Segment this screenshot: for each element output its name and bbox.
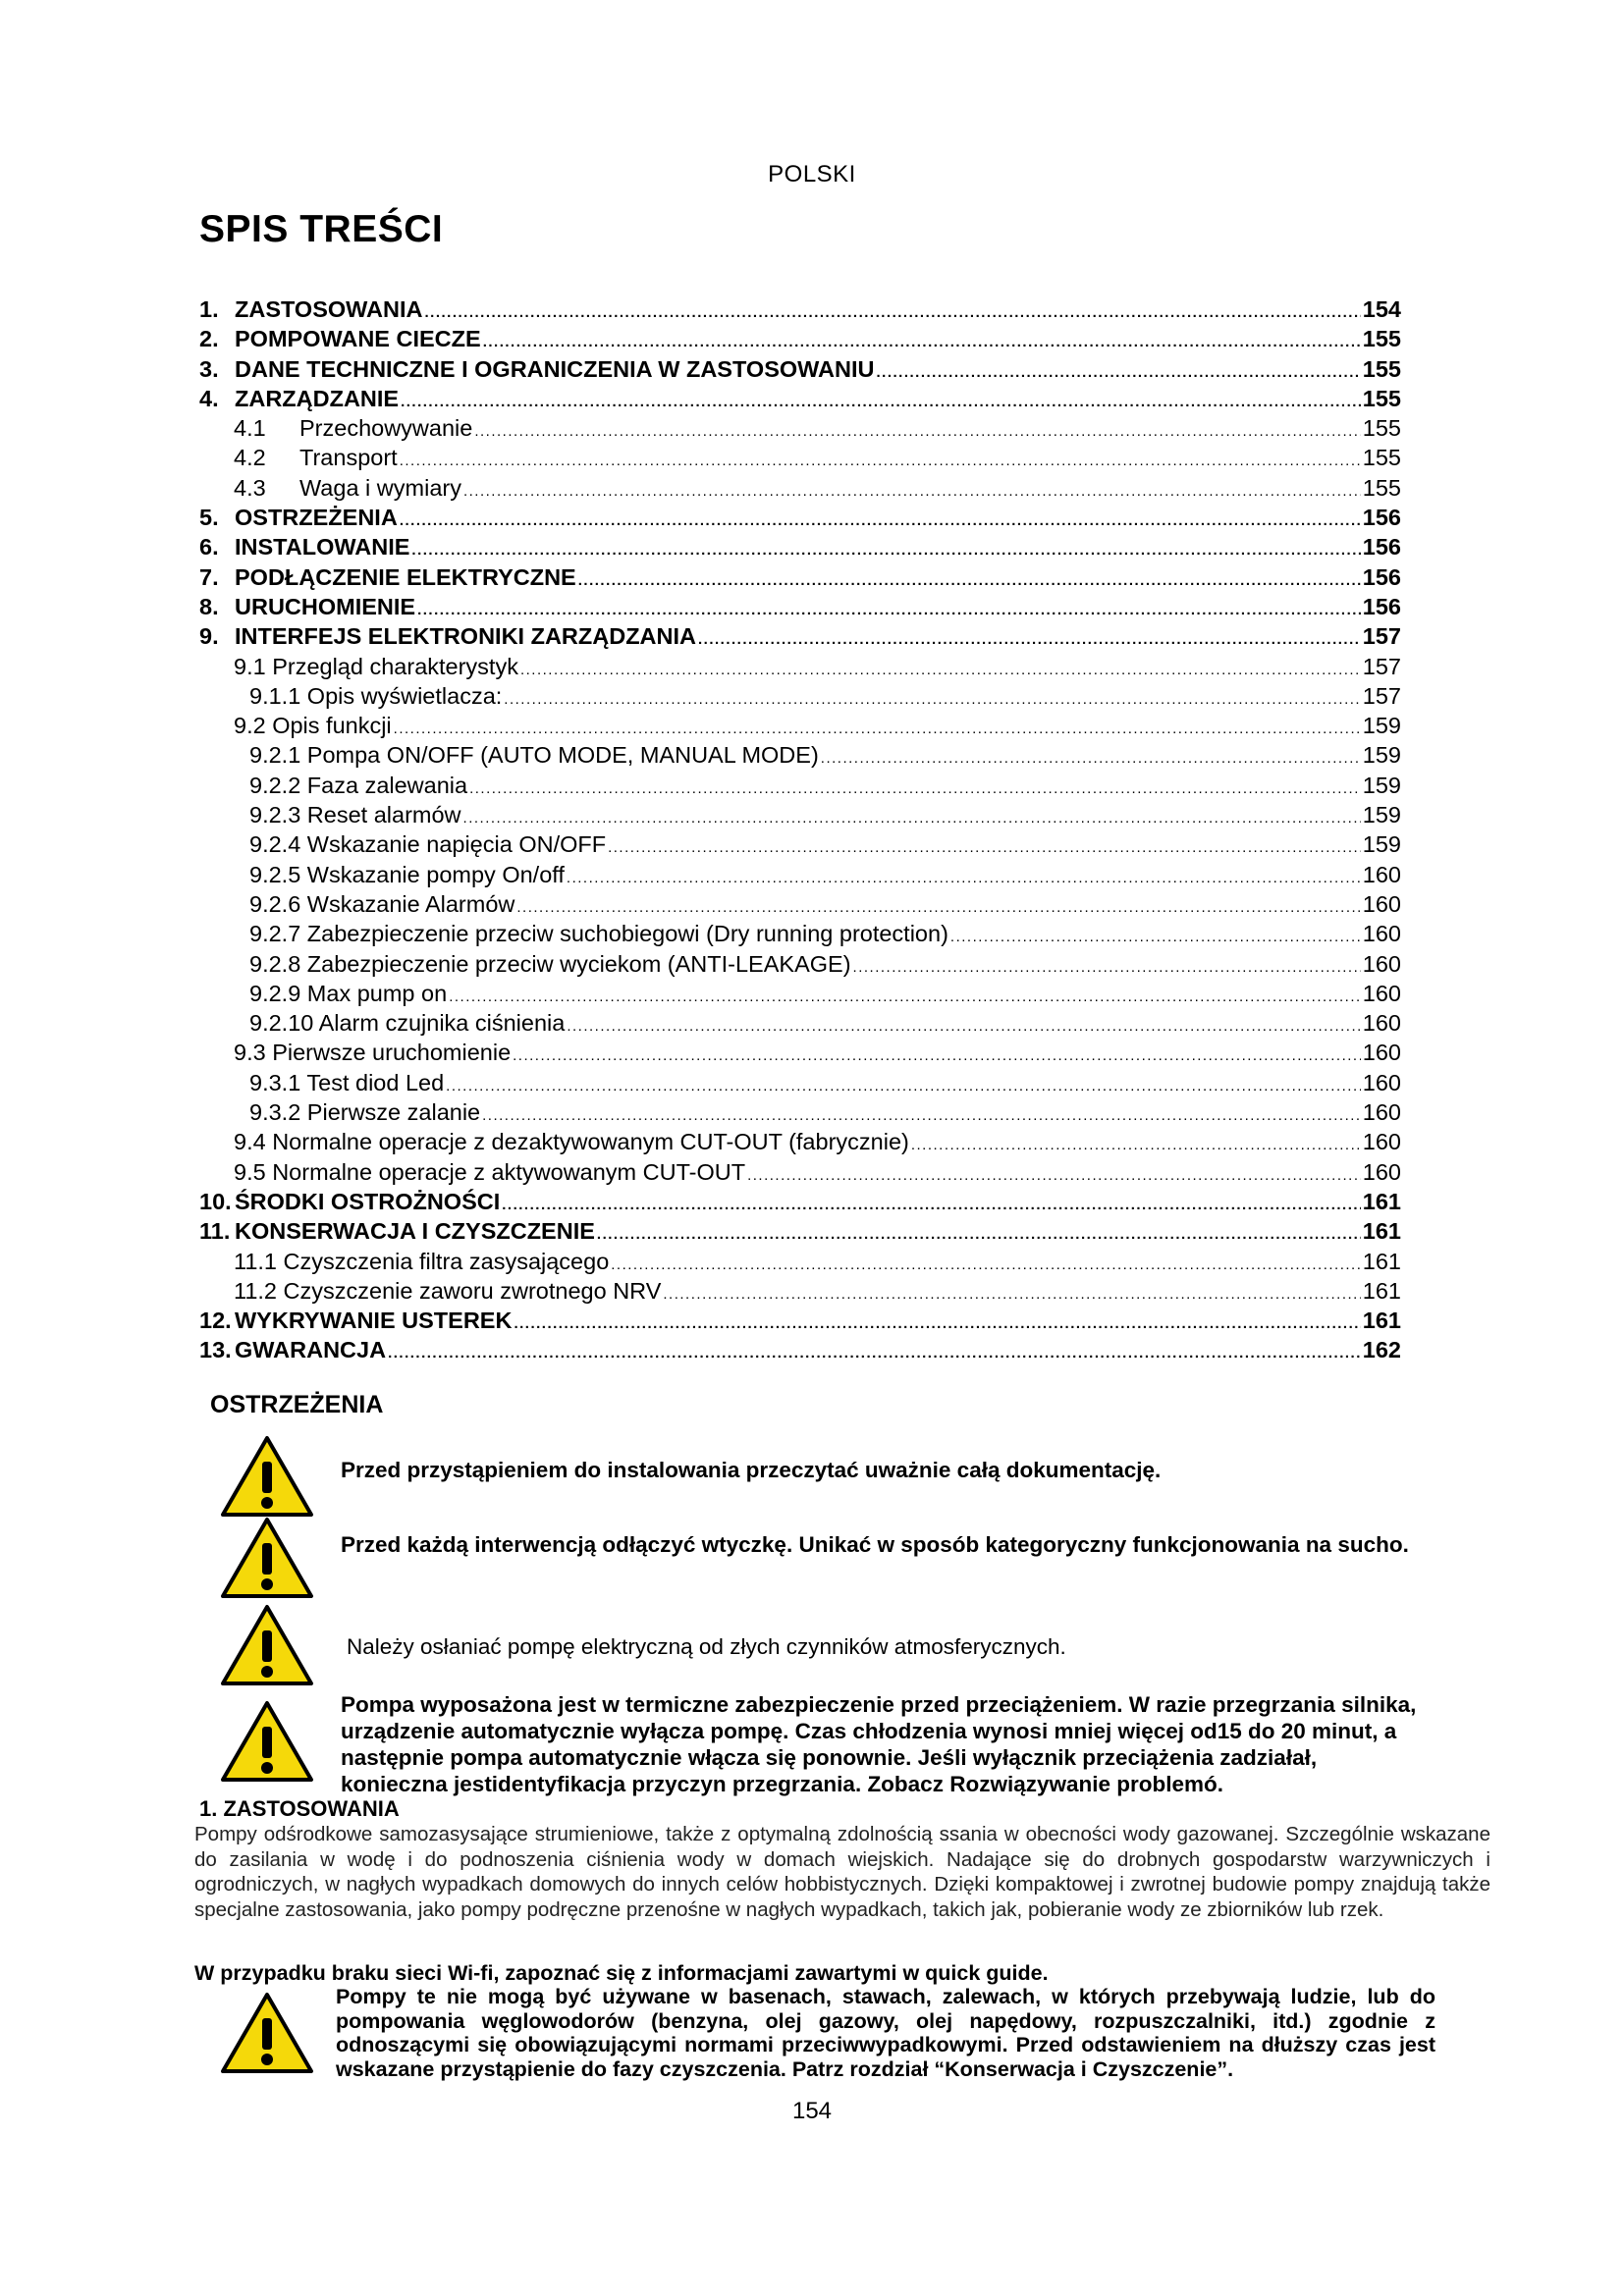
section-1-title: 1. ZASTOSOWANIA — [199, 1796, 400, 1821]
toc-entry-page: 157 — [1362, 682, 1401, 709]
toc-dot-leader — [578, 562, 1361, 592]
toc-entry-label — [249, 949, 851, 979]
toc-dot-leader — [388, 1335, 1361, 1364]
toc-entry-label — [199, 384, 399, 413]
toc-entry-text: 9.2.1 Pompa ON/OFF (AUTO MODE, MANUAL MODE) — [249, 742, 819, 769]
toc-dot-leader — [400, 503, 1361, 532]
page-title: SPIS TREŚCI — [199, 208, 444, 250]
toc-entry-page: 160 — [1362, 890, 1401, 917]
toc-dot-leader — [698, 621, 1361, 651]
toc-dot-leader — [608, 829, 1361, 859]
toc-entry-text: 9.2 Opis funkcji — [234, 713, 392, 739]
toc-dot-leader — [417, 592, 1361, 621]
toc-entry-number: 2. — [199, 326, 219, 352]
toc-entry-page: 160 — [1362, 921, 1401, 947]
toc-entry[interactable] — [199, 354, 1401, 384]
page-header-language: POLSKI — [768, 161, 856, 187]
toc-dot-leader — [747, 1157, 1361, 1187]
toc-entry-page: 155 — [1362, 474, 1401, 501]
toc-entry[interactable] — [199, 1157, 1401, 1187]
toc-dot-leader — [567, 860, 1361, 889]
toc-entry-text: 9.5 Normalne operacje z aktywowanym CUT-OUT — [234, 1158, 746, 1185]
toc-entry-text: Transport — [299, 445, 398, 471]
toc-entry[interactable] — [199, 621, 1401, 651]
toc-dot-leader — [911, 1127, 1361, 1156]
toc-entry[interactable] — [199, 1008, 1401, 1038]
toc-dot-leader — [514, 1306, 1360, 1335]
toc-entry-page: 156 — [1362, 505, 1401, 531]
toc-entry-label — [199, 1187, 500, 1216]
toc-entry-text: 9.2.7 Zabezpieczenie przeciw suchobiegowi (Dry running protection) — [249, 921, 948, 947]
toc-entry-number: 7. — [199, 563, 219, 590]
toc-entry-text: 9.2.10 Alarm czujnika ciśnienia — [249, 1010, 566, 1037]
toc-entry-text: Przechowywanie — [299, 415, 473, 442]
toc-entry-label — [234, 1276, 661, 1306]
toc-entry-page: 160 — [1362, 1129, 1401, 1155]
toc-dot-leader — [401, 384, 1361, 413]
toc-entry-label — [234, 413, 472, 443]
toc-entry[interactable] — [199, 1247, 1401, 1276]
toc-entry-page: 160 — [1362, 980, 1401, 1006]
toc-entry-label — [199, 621, 696, 651]
toc-entry-page: 156 — [1362, 534, 1401, 561]
toc-entry-label — [199, 592, 415, 621]
toc-dot-leader — [516, 889, 1360, 919]
toc-dot-leader — [411, 532, 1360, 561]
toc-entry[interactable] — [199, 889, 1401, 919]
toc-entry[interactable] — [199, 1216, 1401, 1246]
toc-entry-text: POMPOWANE CIECZE — [235, 326, 481, 352]
toc-entry[interactable] — [199, 919, 1401, 948]
warning-text-4: Pompa wyposażona jest w termiczne zabezpieczenie przed przeciążeniem. W razie przegrzania silnika, urządzenie automatycznie wyłącza pompę. Czas chłodzenia wynosi mniej więcej od15 do 20 minut, a następnie pompa automatycznie włącza się ponownie. Jeśli wyłącznik przeciążenia zadziałał, konieczna jestidentyfikacja przyczyn przegrzania. Zobacz Rozwiązywanie problemó. — [341, 1692, 1417, 1796]
toc-entry-page: 160 — [1362, 1069, 1401, 1095]
toc-entry-label — [199, 532, 409, 561]
toc-entry-number: 4.1 — [234, 415, 266, 442]
toc-entry-label — [199, 562, 576, 592]
toc-entry[interactable] — [199, 860, 1401, 889]
warnings-title: OSTRZEŻENIA — [210, 1391, 384, 1418]
toc-entry-number: 13. — [199, 1337, 232, 1363]
toc-entry-label — [249, 919, 948, 948]
toc-entry-label — [249, 681, 502, 711]
toc-dot-leader — [611, 1247, 1361, 1276]
toc-entry-text: PODŁĄCZENIE ELEKTRYCZNE — [235, 563, 576, 590]
toc-entry-number: 4.3 — [234, 474, 266, 501]
toc-entry[interactable] — [199, 1097, 1401, 1127]
toc-dot-leader — [504, 681, 1360, 711]
toc-entry-text: URUCHOMIENIE — [235, 593, 416, 619]
toc-entry-label — [199, 1216, 595, 1246]
toc-dot-leader — [474, 413, 1360, 443]
toc-entry-label — [249, 740, 819, 770]
toc-entry[interactable] — [199, 384, 1401, 413]
section-1-paragraph: Pompy odśrodkowe samozasysające strumieniowe, także z optymalną zdolnością ssania w obecności wody gazowanej. Szczególnie wskazane do zasilania w wodę i do podnoszenia ciśnienia wody w domach wiejskich. Nadające się do drobnych gospodarstw warzywniczych i ogrodniczych, w nagłych wypadkach domowych do innych celów hobbistycznych. Dzięki kompaktowej i zwrotnej budowie pompy znajdują także specjalne zastosowania, jako pompy podręczne przenośne w nagłych wypadkach, takich jak, pobieranie wody ze zbiorników lub rzek. — [194, 1823, 1490, 1921]
warning-triangle-icon — [220, 1516, 314, 1600]
toc-entry-label — [199, 294, 423, 324]
toc-entry[interactable] — [199, 592, 1401, 621]
toc-entry-label — [249, 829, 606, 859]
toc-dot-leader — [876, 354, 1360, 384]
warning-triangle-icon — [220, 1603, 314, 1687]
toc-dot-leader — [469, 771, 1361, 800]
toc-entry-label — [249, 1097, 480, 1127]
toc-entry-text: 9.2.3 Reset alarmów — [249, 802, 461, 828]
toc-entry[interactable] — [199, 681, 1401, 711]
toc-entry[interactable] — [199, 1306, 1401, 1335]
toc-entry-text: Waga i wymiary — [299, 474, 461, 501]
toc-dot-leader — [482, 1097, 1361, 1127]
toc-entry-text: INTERFEJS ELEKTRONIKI ZARZĄDZANIA — [235, 623, 696, 650]
toc-dot-leader — [394, 711, 1361, 740]
toc-entry-page: 160 — [1362, 1010, 1401, 1037]
warning-triangle-icon — [220, 1699, 314, 1784]
toc-entry-text: 9.4 Normalne operacje z dezaktywowanym CUT-OUT (fabrycznie) — [234, 1129, 909, 1155]
toc-entry-number: 4. — [199, 385, 219, 411]
toc-entry[interactable] — [199, 1335, 1401, 1364]
toc-entry[interactable] — [199, 1187, 1401, 1216]
toc-entry-label — [234, 652, 518, 681]
toc-entry-label — [249, 1068, 444, 1097]
toc-dot-leader — [502, 1187, 1361, 1216]
warning-triangle-icon — [220, 1434, 314, 1519]
toc-entry-label — [249, 800, 461, 829]
toc-entry[interactable] — [199, 413, 1401, 443]
toc-entry[interactable] — [199, 711, 1401, 740]
toc-entry[interactable] — [199, 1276, 1401, 1306]
toc-entry-label — [234, 1157, 745, 1187]
toc-entry-number: 10. — [199, 1188, 232, 1214]
toc-entry-page: 157 — [1362, 623, 1401, 650]
toc-entry-page: 159 — [1362, 742, 1401, 769]
toc-entry-text: ZASTOSOWANIA — [235, 296, 423, 322]
toc-entry-page: 160 — [1362, 861, 1401, 887]
toc-dot-leader — [663, 1276, 1360, 1306]
toc-entry-text: INSTALOWANIE — [235, 534, 410, 561]
toc-entry-page: 161 — [1362, 1277, 1401, 1304]
toc-entry[interactable] — [199, 949, 1401, 979]
toc-entry[interactable] — [199, 771, 1401, 800]
toc-entry-page: 155 — [1362, 385, 1401, 411]
toc-entry-text: 9.3 Pierwsze uruchomienie — [234, 1040, 512, 1066]
toc-entry-text: 9.1 Przegląd charakterystyk — [234, 653, 518, 679]
toc-entry[interactable] — [199, 800, 1401, 829]
toc-dot-leader — [567, 1008, 1360, 1038]
toc-entry[interactable] — [199, 1127, 1401, 1156]
toc-dot-leader — [597, 1216, 1361, 1246]
toc-entry-text: KONSERWACJA I CZYSZCZENIE — [235, 1218, 595, 1245]
toc-dot-leader — [950, 919, 1361, 948]
toc-entry-page: 159 — [1362, 831, 1401, 858]
toc-entry-number: 12. — [199, 1308, 232, 1334]
toc-entry-page: 154 — [1362, 296, 1401, 322]
toc-entry-label — [234, 1247, 609, 1276]
toc-entry-page: 161 — [1362, 1218, 1401, 1245]
toc-entry[interactable] — [199, 652, 1401, 681]
toc-entry-page: 159 — [1362, 802, 1401, 828]
toc-entry-label — [199, 1335, 386, 1364]
toc-entry-text: 9.2.2 Faza zalewania — [249, 772, 468, 798]
toc-entry-text: 9.2.5 Wskazanie pompy On/off — [249, 861, 565, 887]
toc-entry-label — [234, 1127, 909, 1156]
warning-triangle-icon — [220, 1991, 314, 2075]
toc-entry[interactable] — [199, 473, 1401, 503]
toc-entry-text: 9.3.1 Test diod Led — [249, 1069, 445, 1095]
warning-text-3: Należy osłaniać pompę elektryczną od złych czynników atmosferycznych. — [347, 1634, 1066, 1659]
toc-entry-page: 159 — [1362, 713, 1401, 739]
toc-entry[interactable] — [199, 503, 1401, 532]
toc-entry-text: ZARZĄDZANIE — [235, 385, 400, 411]
toc-entry-number: 4.2 — [234, 445, 266, 471]
toc-entry[interactable] — [199, 532, 1401, 561]
toc-entry-page: 160 — [1362, 1040, 1401, 1066]
toc-dot-leader — [853, 949, 1361, 979]
toc-entry-label — [249, 979, 447, 1008]
toc-entry-text: 9.2.9 Max pump on — [249, 980, 448, 1006]
toc-entry-text: 9.3.2 Pierwsze zalanie — [249, 1099, 481, 1126]
toc-entry-number: 11. — [199, 1218, 231, 1245]
toc-entry-page: 157 — [1362, 653, 1401, 679]
toc-dot-leader — [425, 294, 1361, 324]
toc-entry-page: 161 — [1362, 1248, 1401, 1274]
toc-dot-leader — [513, 1038, 1361, 1067]
toc-dot-leader — [821, 740, 1361, 770]
toc-entry[interactable] — [199, 1068, 1401, 1097]
toc-entry-label — [234, 711, 392, 740]
toc-entry[interactable] — [199, 443, 1401, 472]
toc-entry-text: 9.2.8 Zabezpieczenie przeciw wyciekom (ANTI-LEAKAGE) — [249, 950, 851, 977]
toc-entry-label — [234, 473, 461, 503]
wifi-note: W przypadku braku sieci Wi-fi, zapoznać się z informacjami zawartymi w quick guide. — [194, 1961, 1049, 1985]
toc-entry-number: 5. — [199, 505, 219, 531]
toc-dot-leader — [463, 800, 1361, 829]
toc-entry-page: 162 — [1362, 1337, 1401, 1363]
toc-entry-text: 11.1 Czyszczenia filtra zasysającego — [234, 1248, 610, 1274]
toc-entry-text: OSTRZEŻENIA — [235, 505, 398, 531]
toc-entry-text: 9.2.6 Wskazanie Alarmów — [249, 890, 515, 917]
toc-entry[interactable] — [199, 740, 1401, 770]
toc-dot-leader — [520, 652, 1361, 681]
toc-entry[interactable] — [199, 979, 1401, 1008]
toc-entry-label — [249, 771, 467, 800]
toc-entry-text: 9.1.1 Opis wyświetlacza: — [249, 682, 503, 709]
toc-entry-number: 8. — [199, 593, 219, 619]
toc-entry-text: 11.2 Czyszczenie zaworu zwrotnego NRV — [234, 1277, 662, 1304]
toc-entry-number: 3. — [199, 355, 219, 382]
toc-entry-text: DANE TECHNICZNE I OGRANICZENIA W ZASTOSOWANIU — [235, 355, 875, 382]
toc-entry[interactable] — [199, 562, 1401, 592]
toc-entry-label — [199, 324, 481, 353]
toc-entry-label — [234, 1038, 511, 1067]
toc-dot-leader — [449, 979, 1361, 1008]
toc-entry-page: 160 — [1362, 950, 1401, 977]
table-of-contents — [199, 294, 1401, 1365]
toc-entry-page: 161 — [1362, 1308, 1401, 1334]
toc-dot-leader — [400, 443, 1361, 472]
toc-entry-page: 160 — [1362, 1158, 1401, 1185]
toc-entry-text: GWARANCJA — [235, 1337, 387, 1363]
toc-entry-number: 6. — [199, 534, 219, 561]
toc-entry-text: ŚRODKI OSTROŻNOŚCI — [235, 1188, 501, 1214]
final-warning-text: Pompy te nie mogą być używane w basenach, stawach, zalewach, w których przebywają ludzie, lub do pompowania węglowodorów (benzyna, olej gazowy, olej napędowy, rozpuszczalniki, itd.) zgodnie z odnoszącymi się obowiązującymi normami przeciwwypadkowymi. Przed odstawieniem na dłuższy czas jest wskazane przystąpienie do fazy czyszczenia. Patrz rozdział “Konserwacja i Czyszczenie”. — [336, 1985, 1435, 2081]
page-number: 154 — [791, 2098, 833, 2124]
toc-entry[interactable] — [199, 1038, 1401, 1067]
toc-entry-label — [249, 889, 514, 919]
toc-entry-page: 159 — [1362, 772, 1401, 798]
section-1-body — [194, 1822, 1490, 1922]
toc-entry-label — [234, 443, 398, 472]
toc-entry-label — [249, 860, 565, 889]
toc-entry-number: 9. — [199, 623, 219, 650]
warning-text-1: Przed przystąpieniem do instalowania przeczytać uważnie całą dokumentację. — [341, 1458, 1162, 1482]
toc-entry-label — [199, 1306, 512, 1335]
toc-dot-leader — [463, 473, 1361, 503]
toc-entry[interactable] — [199, 829, 1401, 859]
toc-dot-leader — [483, 324, 1361, 353]
toc-entry-page: 155 — [1362, 415, 1401, 442]
warning-text-2: Przed każdą interwencją odłączyć wtyczkę. Unikać w sposób kategoryczny funkcjonowania na sucho. — [341, 1532, 1409, 1557]
toc-entry-page: 155 — [1362, 326, 1401, 352]
toc-entry-page: 155 — [1362, 445, 1401, 471]
toc-entry-page: 160 — [1362, 1099, 1401, 1126]
toc-entry-label — [199, 503, 398, 532]
toc-entry-number: 1. — [199, 296, 219, 322]
toc-entry-label — [249, 1008, 565, 1038]
toc-entry-page: 161 — [1362, 1188, 1401, 1214]
toc-dot-leader — [446, 1068, 1361, 1097]
toc-entry-page: 155 — [1362, 355, 1401, 382]
toc-entry-page: 156 — [1362, 563, 1401, 590]
toc-entry[interactable] — [199, 294, 1401, 324]
toc-entry-label — [199, 354, 874, 384]
toc-entry[interactable] — [199, 324, 1401, 353]
toc-entry-text: WYKRYWANIE USTEREK — [235, 1308, 513, 1334]
toc-entry-text: 9.2.4 Wskazanie napięcia ON/OFF — [249, 831, 607, 858]
toc-entry-page: 156 — [1362, 593, 1401, 619]
